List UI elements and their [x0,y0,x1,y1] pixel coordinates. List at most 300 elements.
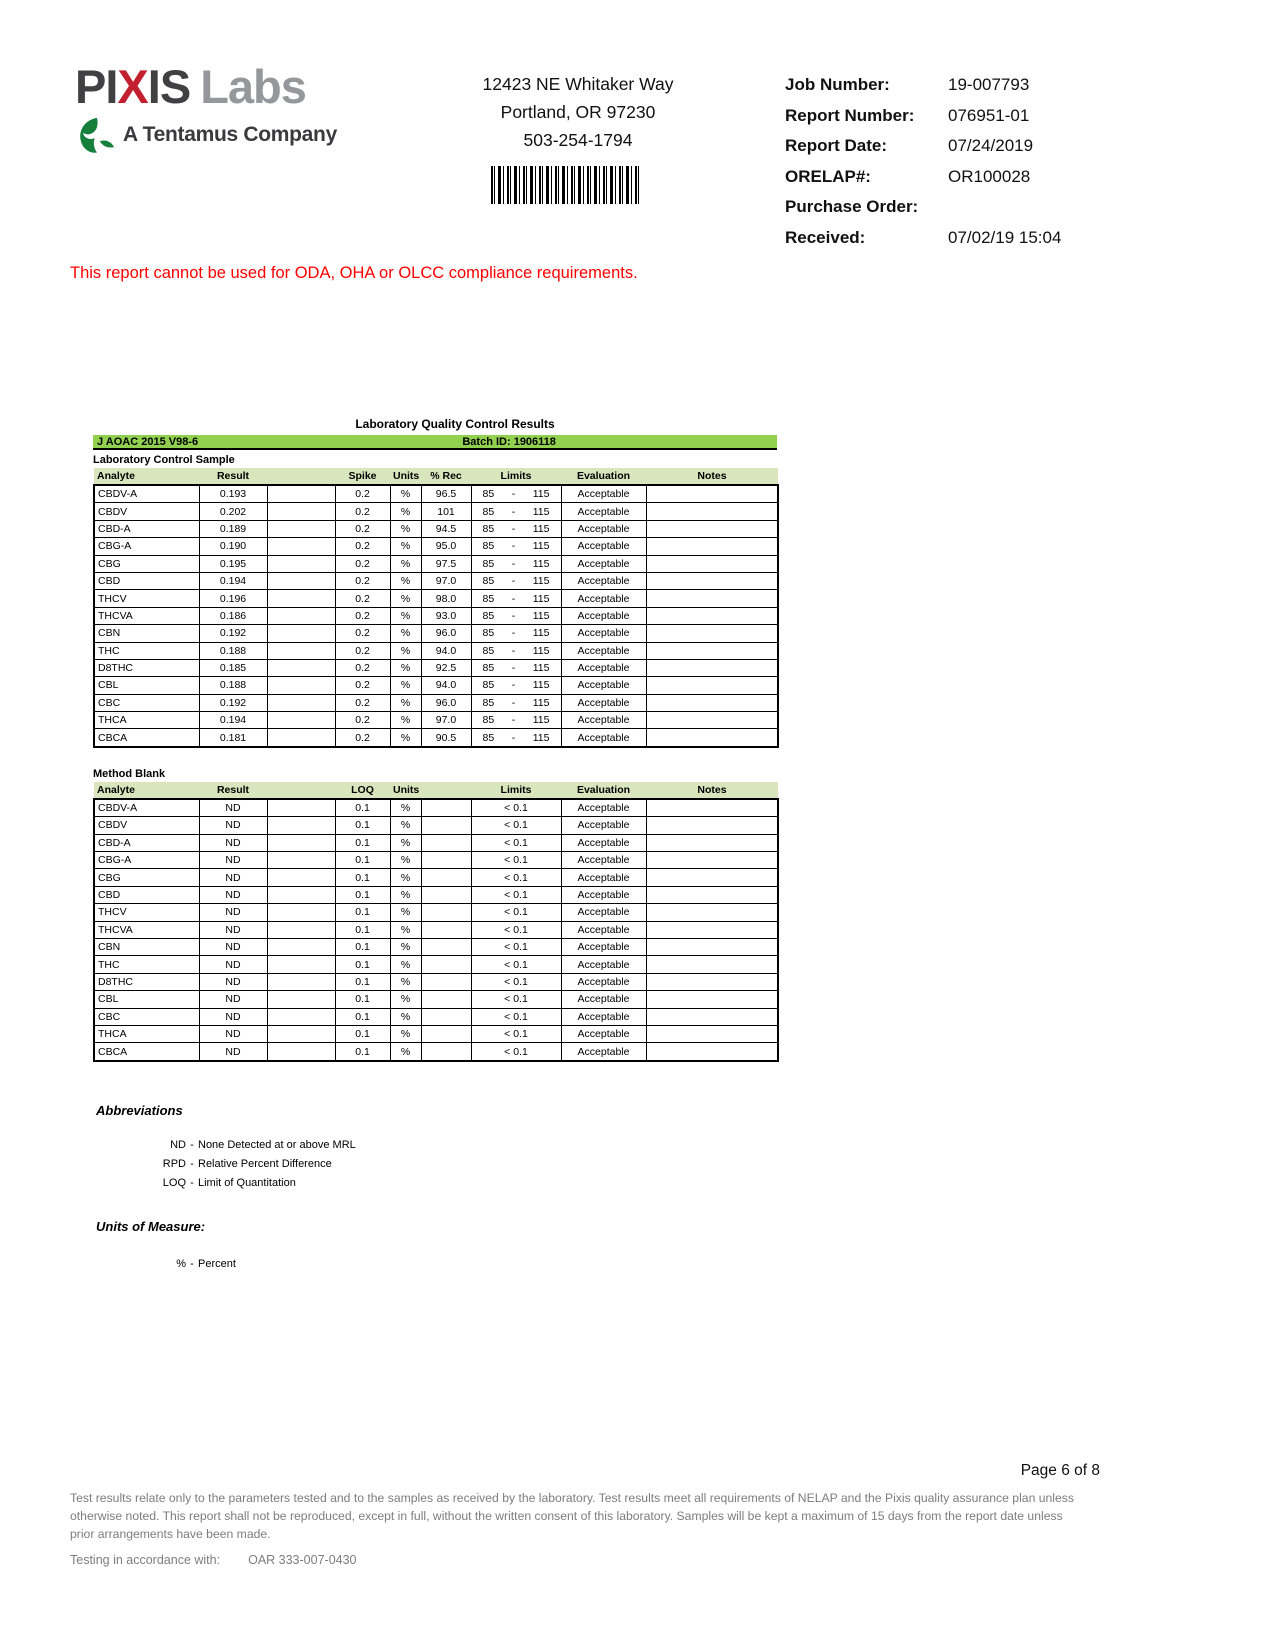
column-header: % Rec [421,468,471,485]
cell-rec: 94.0 [421,677,471,694]
cell-limits: < 0.1 [471,1025,561,1042]
cell-evaluation: Acceptable [561,991,646,1008]
units-of-measure-list [96,1258,236,1277]
cell-result: 0.189 [199,520,267,537]
cell-limits [471,712,561,729]
limits-range [475,540,558,552]
address-line: Portland, OR 97230 [500,102,656,122]
info-row [785,101,1215,132]
column-header: Result [199,468,267,485]
cell-rec [421,991,471,1008]
cell-limits: < 0.1 [471,799,561,817]
cell-limits: < 0.1 [471,956,561,973]
table-row [94,991,778,1008]
limit-value: 115 [532,505,550,518]
cell-loq: 0.1 [335,1025,390,1042]
cell-units: % [390,729,421,747]
cell-analyte: THCVA [94,607,199,624]
cell-analyte: CBD-A [94,834,199,851]
cell-analyte: CBG-A [94,852,199,869]
cell-notes [646,799,778,817]
limit-value: 85 [482,540,495,553]
cell-units: % [390,956,421,973]
limit-value: - [511,662,516,675]
cell-blank [267,503,335,520]
cell-analyte: CBDV-A [94,799,199,817]
cell-evaluation: Acceptable [561,904,646,921]
cell-loq: 0.1 [335,1008,390,1025]
cell-notes [646,991,778,1008]
logo-text-pi: PI [75,60,118,113]
cell-analyte: THC [94,956,199,973]
abbr-definition: None Detected at or above MRL [198,1139,356,1151]
cell-limits: < 0.1 [471,817,561,834]
abbr-definition: Limit of Quantitation [198,1177,296,1189]
cell-units: % [390,712,421,729]
cell-limits: < 0.1 [471,991,561,1008]
logo-tagline-row [79,116,337,154]
cell-result: ND [199,1008,267,1025]
info-label: Job Number: [785,75,890,95]
cell-evaluation: Acceptable [561,799,646,817]
cell-spike: 0.2 [335,572,390,589]
cell-blank [267,834,335,851]
cell-units: % [390,538,421,555]
abbr-key: LOQ [162,1177,186,1189]
cell-rec [421,886,471,903]
limits-range [475,575,558,587]
cell-result: ND [199,973,267,990]
cell-rec: 96.5 [421,485,471,503]
cell-notes [646,956,778,973]
cell-blank [267,817,335,834]
cell-analyte: CBC [94,694,199,711]
cell-blank [267,799,335,817]
units-of-measure-section [96,1219,236,1277]
cell-limits: < 0.1 [471,1008,561,1025]
cell-analyte: THC [94,642,199,659]
limit-value: 115 [532,627,550,640]
cell-loq: 0.1 [335,938,390,955]
info-label: ORELAP#: [785,166,871,186]
limit-value: 85 [482,575,495,588]
testing-label: Testing in accordance with: [70,1553,221,1567]
table-row [94,886,778,903]
cell-spike: 0.2 [335,642,390,659]
cell-rec [421,921,471,938]
table-row [94,520,778,537]
cell-result: ND [199,886,267,903]
cell-blank [267,555,335,572]
cell-loq: 0.1 [335,1043,390,1061]
cell-rec [421,956,471,973]
column-header: Notes [646,782,778,799]
page-number: Page 6 of 8 [1020,1462,1100,1479]
cell-rec [421,817,471,834]
batch-id: Batch ID: 1906118 [462,436,556,448]
cell-analyte: CBN [94,625,199,642]
cell-rec: 96.0 [421,694,471,711]
cell-units: % [390,694,421,711]
barcode-image [491,166,641,204]
cell-rec: 92.5 [421,659,471,676]
table-row [94,1025,778,1042]
cell-blank [267,677,335,694]
info-row [785,162,1215,193]
column-header: Limits [471,782,561,799]
cell-notes [646,852,778,869]
column-header: Evaluation [561,468,646,485]
cell-result: ND [199,938,267,955]
cell-notes [646,485,778,503]
abbr-key: ND [170,1139,186,1151]
cell-analyte: THCVA [94,921,199,938]
cell-evaluation: Acceptable [561,572,646,589]
column-header: Evaluation [561,782,646,799]
cell-limits: < 0.1 [471,886,561,903]
cell-rec [421,869,471,886]
cell-loq: 0.1 [335,991,390,1008]
limit-value: 85 [482,714,495,727]
cell-blank [267,921,335,938]
info-value: OR100028 [948,166,1031,186]
limits-range [475,488,558,500]
cell-blank [267,938,335,955]
address-line: 12423 NE Whitaker Way [482,74,674,94]
cell-blank [267,642,335,659]
column-header [267,468,335,485]
cell-result: ND [199,817,267,834]
cell-analyte: CBG [94,869,199,886]
limits-range [475,697,558,709]
cell-rec: 97.0 [421,712,471,729]
cell-notes [646,921,778,938]
cell-result: 0.186 [199,607,267,624]
limit-value: 85 [482,662,495,675]
cell-notes [646,625,778,642]
limit-value: 85 [482,644,495,657]
cell-result: ND [199,1025,267,1042]
cell-result: 0.202 [199,503,267,520]
cell-result: 0.192 [199,625,267,642]
cell-notes [646,642,778,659]
cell-blank [267,572,335,589]
info-row [785,192,1215,223]
cell-blank [267,904,335,921]
cell-evaluation: Acceptable [561,538,646,555]
cell-result: ND [199,921,267,938]
column-header: Result [199,782,267,799]
cell-units: % [390,1008,421,1025]
cell-loq: 0.1 [335,817,390,834]
method-name: J AOAC 2015 V98-6 [97,436,199,448]
limit-value: 85 [482,627,495,640]
cell-units: % [390,1025,421,1042]
cell-analyte: THCA [94,712,199,729]
unit-item [96,1258,236,1277]
cell-result: ND [199,904,267,921]
cell-evaluation: Acceptable [561,1043,646,1061]
cell-notes [646,817,778,834]
cell-spike: 0.2 [335,520,390,537]
limit-value: 115 [532,696,550,709]
cell-rec: 94.5 [421,520,471,537]
cell-analyte: CBDV-A [94,485,199,503]
cell-analyte: CBC [94,1008,199,1025]
cell-notes [646,520,778,537]
logo-text-labs: Labs [200,60,306,113]
table-row [94,921,778,938]
limit-value: - [511,592,516,605]
method-blank-table [93,782,779,1062]
limits-range [475,523,558,535]
cell-evaluation: Acceptable [561,1008,646,1025]
limit-value: 115 [532,592,550,605]
cell-rec [421,973,471,990]
cell-blank [267,485,335,503]
cell-rec: 95.0 [421,538,471,555]
cell-limits: < 0.1 [471,921,561,938]
cell-blank [267,659,335,676]
unit-definition: Percent [198,1258,236,1270]
cell-notes [646,538,778,555]
cell-limits [471,520,561,537]
table-row [94,817,778,834]
cell-rec: 94.0 [421,642,471,659]
abbreviations-section [96,1103,356,1196]
cell-analyte: D8THC [94,973,199,990]
cell-analyte: CBL [94,677,199,694]
cell-units: % [390,485,421,503]
cell-limits [471,659,561,676]
column-header: Units [390,782,421,799]
cell-rec [421,904,471,921]
cell-evaluation: Acceptable [561,677,646,694]
report-info [785,70,1215,253]
table-row [94,973,778,990]
cell-rec [421,834,471,851]
unit-symbol: % [176,1258,186,1270]
cell-evaluation: Acceptable [561,834,646,851]
cell-loq: 0.1 [335,834,390,851]
cell-limits [471,485,561,503]
cell-units: % [390,659,421,676]
cell-result: ND [199,991,267,1008]
address-line: 503-254-1794 [523,130,633,150]
cell-units: % [390,1043,421,1061]
table-row [94,642,778,659]
limits-range [475,679,558,691]
cell-loq: 0.1 [335,921,390,938]
cell-spike: 0.2 [335,694,390,711]
cell-units: % [390,677,421,694]
cell-result: ND [199,956,267,973]
cell-units: % [390,817,421,834]
cell-units: % [390,834,421,851]
column-header [421,782,471,799]
limit-value: 115 [532,575,550,588]
info-label: Purchase Order: [785,197,919,217]
cell-notes [646,904,778,921]
logo-tagline: A Tentamus Company [123,123,337,146]
cell-result: 0.195 [199,555,267,572]
cell-limits [471,503,561,520]
method-bar [93,435,777,450]
cell-units: % [390,973,421,990]
cell-evaluation: Acceptable [561,520,646,537]
cell-blank [267,973,335,990]
cell-limits [471,677,561,694]
cell-limits: < 0.1 [471,904,561,921]
cell-blank [267,625,335,642]
cell-rec [421,799,471,817]
abbr-definition: Relative Percent Difference [198,1158,332,1170]
cell-units: % [390,799,421,817]
table-row [94,956,778,973]
table-row [94,538,778,555]
footer-disclaimer: Test results relate only to the parameters tested and to the samples as received by the laboratory. Test results meet all requirements of NELAP and the Pixis quality assurance plan unless otherwise noted. This report shall not be reproduced, except in full, without the written consent of this laboratory. Samples will be kept a maximum of 15 days from the report date unless prior arrangements have been made. [70,1491,1074,1541]
cell-analyte: CBDV [94,503,199,520]
cell-analyte: CBL [94,991,199,1008]
table-row [94,1008,778,1025]
cell-evaluation: Acceptable [561,869,646,886]
table-row [94,729,778,747]
cell-result: 0.188 [199,677,267,694]
column-header: Notes [646,468,778,485]
limit-value: 115 [532,644,550,657]
limit-value: - [511,540,516,553]
cell-notes [646,729,778,747]
unit-separator: - [190,1258,194,1270]
cell-rec: 96.0 [421,625,471,642]
cell-limits [471,642,561,659]
table-row [94,712,778,729]
cell-limits [471,607,561,624]
info-label: Report Number: [785,105,915,125]
cell-units: % [390,555,421,572]
limit-value: 85 [482,696,495,709]
cell-rec [421,1025,471,1042]
table-row [94,659,778,676]
cell-evaluation: Acceptable [561,921,646,938]
cell-blank [267,694,335,711]
cell-limits [471,590,561,607]
info-label: Report Date: [785,136,888,156]
cell-rec: 97.0 [421,572,471,589]
cell-result: 0.194 [199,572,267,589]
table-row [94,834,778,851]
table-row [94,590,778,607]
cell-loq: 0.1 [335,886,390,903]
cell-evaluation: Acceptable [561,852,646,869]
cell-notes [646,694,778,711]
limit-value: - [511,609,516,622]
compliance-notice: This report cannot be used for ODA, OHA or OLCC compliance requirements. [70,264,638,282]
cell-limits: < 0.1 [471,869,561,886]
cell-blank [267,607,335,624]
cell-units: % [390,921,421,938]
cell-units: % [390,503,421,520]
limits-range [475,662,558,674]
table-row [94,694,778,711]
cell-loq: 0.1 [335,904,390,921]
cell-units: % [390,852,421,869]
cell-result: 0.194 [199,712,267,729]
cell-evaluation: Acceptable [561,503,646,520]
limit-value: 85 [482,731,495,744]
cell-limits: < 0.1 [471,973,561,990]
table-row [94,869,778,886]
cell-evaluation: Acceptable [561,712,646,729]
cell-units: % [390,572,421,589]
limit-value: - [511,731,516,744]
cell-limits [471,572,561,589]
limit-value: 115 [532,731,550,744]
cell-evaluation: Acceptable [561,956,646,973]
limits-range [475,506,558,518]
cell-notes [646,572,778,589]
cell-result: 0.196 [199,590,267,607]
info-label: Received: [785,227,866,247]
mb-section-title: Method Blank [93,767,166,780]
cell-evaluation: Acceptable [561,973,646,990]
table-row [94,1043,778,1061]
limit-value: 115 [532,679,550,692]
column-header: Analyte [94,782,199,799]
cell-units: % [390,991,421,1008]
cell-units: % [390,625,421,642]
cell-analyte: THCV [94,590,199,607]
cell-spike: 0.2 [335,729,390,747]
cell-result: ND [199,869,267,886]
cell-evaluation: Acceptable [561,938,646,955]
cell-evaluation: Acceptable [561,817,646,834]
cell-notes [646,886,778,903]
cell-blank [267,1008,335,1025]
cell-evaluation: Acceptable [561,485,646,503]
limit-value: 85 [482,592,495,605]
cell-analyte: CBG [94,555,199,572]
limit-value: 115 [532,522,550,535]
table-row [94,572,778,589]
header-row [94,782,778,799]
cell-loq: 0.1 [335,799,390,817]
cell-notes [646,973,778,990]
cell-units: % [390,590,421,607]
cell-notes [646,1043,778,1061]
cell-evaluation: Acceptable [561,659,646,676]
cell-result: ND [199,1043,267,1061]
cell-blank [267,712,335,729]
cell-analyte: CBD-A [94,520,199,537]
cell-notes [646,1008,778,1025]
info-row [785,70,1215,101]
cell-units: % [390,520,421,537]
cell-notes [646,503,778,520]
abbreviation-item [96,1139,356,1158]
cell-result: ND [199,834,267,851]
cell-units: % [390,904,421,921]
cell-spike: 0.2 [335,590,390,607]
cell-loq: 0.1 [335,852,390,869]
limit-value: 115 [532,488,550,501]
cell-spike: 0.2 [335,607,390,624]
cell-limits [471,625,561,642]
limits-range [475,732,558,744]
cell-evaluation: Acceptable [561,555,646,572]
cell-analyte: THCA [94,1025,199,1042]
table-row [94,852,778,869]
